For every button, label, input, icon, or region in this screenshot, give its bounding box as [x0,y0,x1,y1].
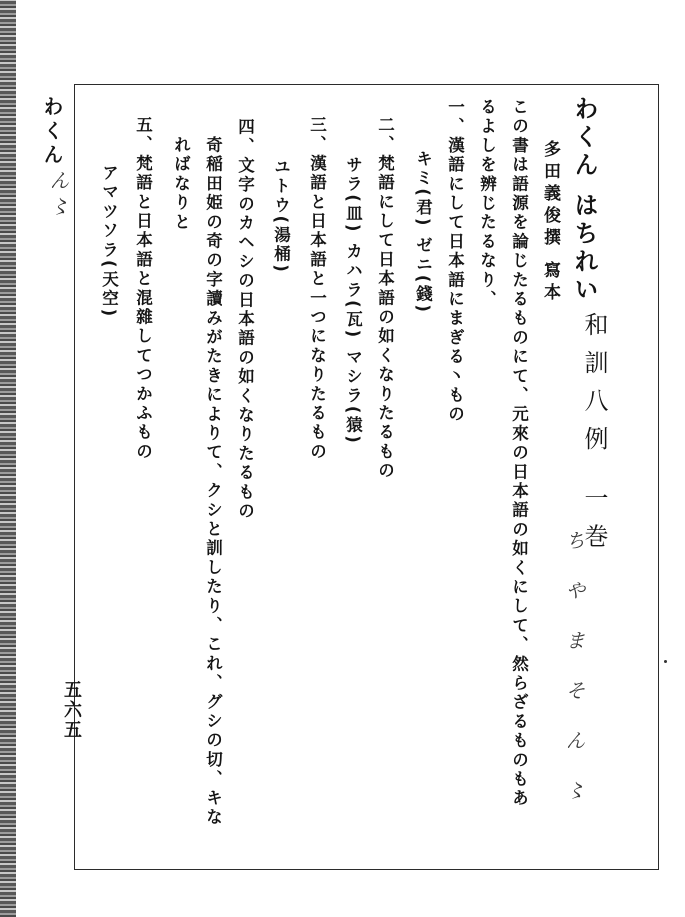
text-line: この書は語源を論じたるものにて、元來の日本語の如くにして、然らざるものもあ [509,98,529,809]
text-line: 一、漢語にして日本語にまぎる丶もの [445,98,465,425]
text-line: キミ(君) ゼニ(錢) [413,150,433,315]
page-number: 五六五 [61,680,82,740]
text-line: 三、漢語と日本語と一つになりたるもの [307,116,327,462]
text-line: ユトウ(湯桶) [271,158,291,275]
book-title: わくん はちれい [570,96,598,305]
text-line: 五、梵語と日本語と混雜してつかふもの [133,116,153,462]
ink-speck [664,660,667,663]
author-line: 多田義俊撰 寫本 [540,140,560,305]
text-line: サラ(皿) カハラ(瓦) マシラ(猿) [343,156,363,446]
section-title: 和訓八例 一巻 [580,312,608,562]
handwritten-annotation: ちやまそん〻 [562,530,586,830]
text-line: 奇稲田姫の奇の字讀みがたきによりて、クシと訓したり、これ、グシの切、キな [203,136,223,828]
text-line: 四、文字のカヘシの日本語の如くなりたるもの [235,118,255,522]
binding-edge [0,0,16,917]
margin-handwriting: ん〻 [46,170,70,222]
text-line: アマツソラ(天空) [99,164,119,319]
text-line: ればなりと [171,136,191,232]
text-line: るよしを辨じたるなり、 [477,98,497,310]
running-head: わくん [40,96,64,168]
text-line: 二、梵語にして日本語の如くなりたるもの [375,116,395,481]
